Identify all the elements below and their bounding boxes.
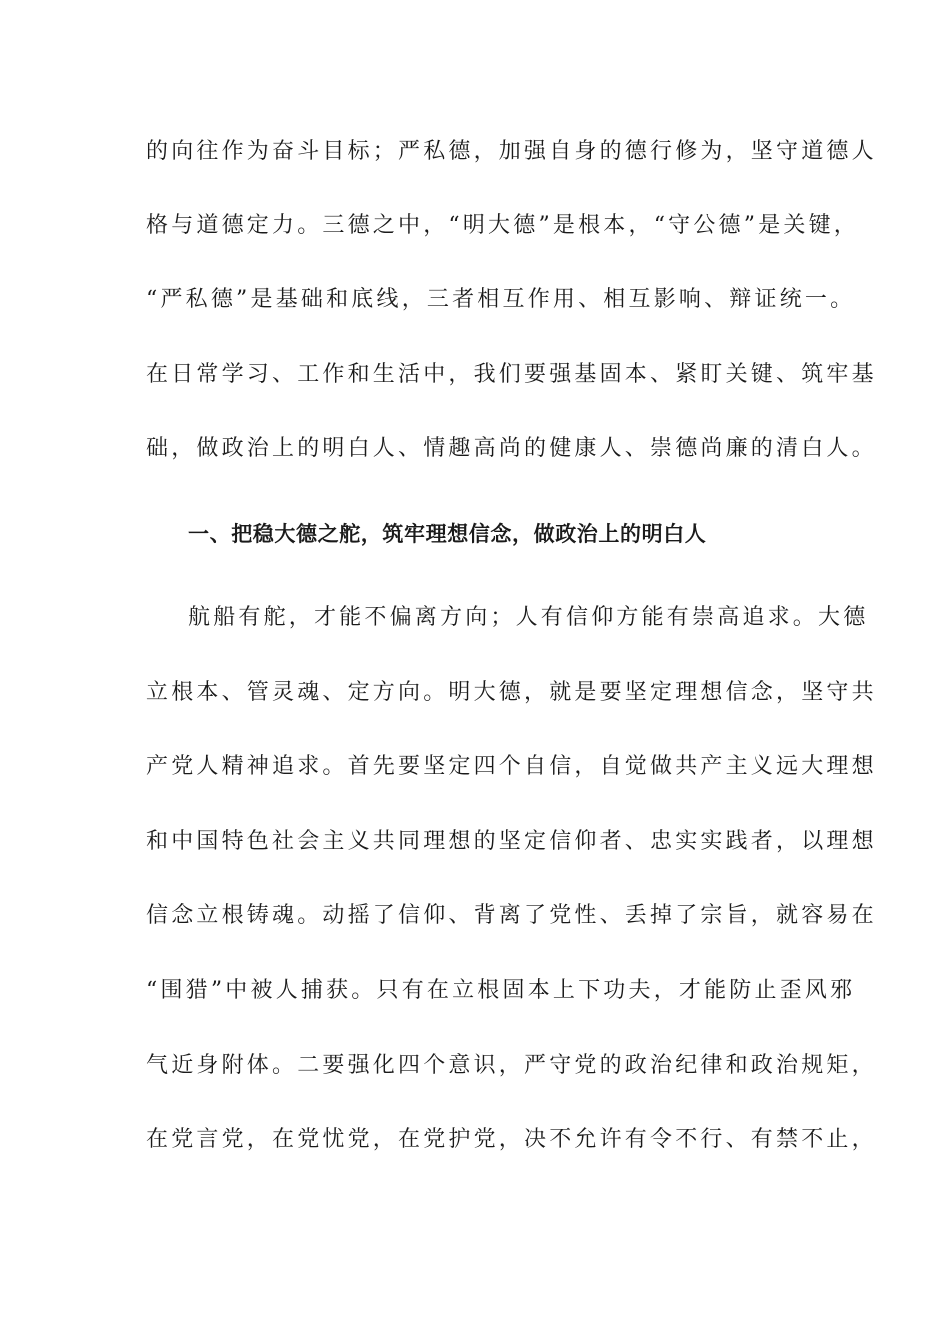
paragraph-line: 在党言党，在党忧党，在党护党，决不允许有令不行、有禁不止， [146,1127,877,1152]
paragraph-line: “严私德”是基础和底线，三者相互作用、相互影响、辩证统一。 [146,287,856,312]
paragraph-line: 信念立根铸魂。动摇了信仰、背离了党性、丢掉了宗旨，就容易在 [146,903,877,928]
paragraph-line: 立根本、管灵魂、定方向。明大德，就是要坚定理想信念，坚守共 [146,680,877,705]
paragraph-line: 格与道德定力。三德之中，“明大德”是根本，“守公德”是关键， [146,213,859,238]
paragraph-line: 航船有舵，才能不偏离方向；人有信仰方能有崇高追求。大德 [188,605,869,630]
paragraph-line: “围猎”中被人捕获。只有在立根固本上下功夫，才能防止歪风邪 [146,978,856,1003]
paragraph-line: 气近身附体。二要强化四个意识，严守党的政治纪律和政治规矩， [146,1053,877,1078]
section-heading: 一、把稳大德之舵，筑牢理想信念，做政治上的明白人 [188,521,707,546]
paragraph-line: 础，做政治上的明白人、情趣高尚的健康人、崇德尚廉的清白人。 [146,436,877,461]
paragraph-line: 产党人精神追求。首先要坚定四个自信，自觉做共产主义远大理想 [146,754,877,779]
paragraph-line: 在日常学习、工作和生活中，我们要强基固本、紧盯关键、筑牢基 [146,362,877,387]
paragraph-line: 的向往作为奋斗目标；严私德，加强自身的德行修为，坚守道德人 [146,139,877,164]
paragraph-line: 和中国特色社会主义共同理想的坚定信仰者、忠实实践者，以理想 [146,829,877,854]
